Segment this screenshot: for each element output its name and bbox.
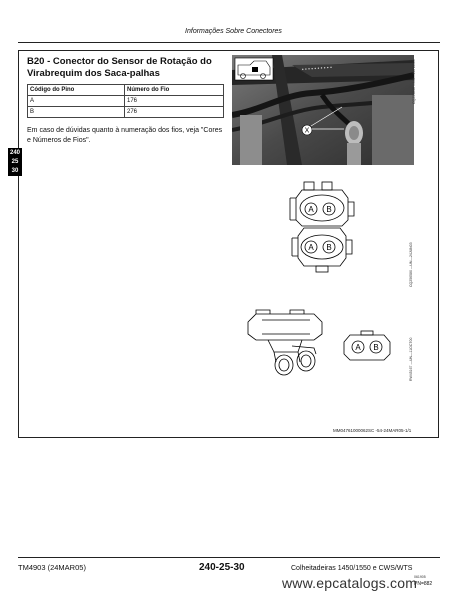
side-tab-line: 30 (11, 168, 19, 174)
header-rule (18, 42, 440, 43)
pin-b-label: B (326, 243, 332, 252)
connector-face-drawing (284, 180, 360, 276)
side-tab (8, 148, 22, 176)
side-tab-line: 240 (9, 150, 20, 156)
page-header: Informações Sobre Conectores (185, 28, 282, 35)
table-cell: 176 (125, 96, 224, 107)
footer-reference: MM04761000062SC -54-24MAR05-1/1 (333, 428, 412, 433)
footer-pn: PN=882 (414, 581, 433, 587)
table-cell: 276 (125, 107, 224, 118)
table-header-row (28, 85, 224, 96)
footer-date: 061905 (414, 575, 426, 579)
pin-b-label: B (373, 343, 379, 352)
pin-table (27, 84, 224, 118)
connector-side-drawing (244, 308, 336, 378)
manual-number: TM4903 (24MAR05) (18, 563, 86, 572)
section-title: B20 - Conector do Sensor de Rotação do Virabrequim dos Saca-palhas (27, 56, 212, 79)
figure-code: CQ256580 —UN—24JUN03 (409, 242, 413, 287)
machine-model: Colheitadeiras 1450/1550 e CWS/WTS (291, 565, 413, 572)
watermark: www.epcatalogs.com (282, 575, 418, 591)
photo-hose-marking: • • • • • • • • • • (301, 64, 333, 73)
connector-photo-image (232, 55, 414, 165)
table-row (28, 96, 224, 107)
pin-a-label: A (355, 343, 361, 352)
table-header-cell: Código do Pino (28, 85, 125, 96)
photo-caption: CQ251846 —UN—28FEB03 (412, 59, 416, 104)
table-header-cell: Número do Fio (125, 85, 224, 96)
pin-b-label: B (326, 205, 332, 214)
pin-a-label: A (308, 243, 314, 252)
footer-rule (18, 557, 440, 558)
figure-code: RW45167 —UN—11OCT00 (409, 337, 413, 381)
connector-photo (232, 55, 414, 165)
table-row (28, 107, 224, 118)
side-tab-line: 25 (11, 159, 19, 165)
section-note: Em caso de dúvidas quanto à numeração dos fios, veja "Cores e Números de Fios". (27, 127, 223, 144)
pin-a-label: A (308, 205, 314, 214)
table-cell: A (28, 96, 125, 107)
page-number: 240-25-30 (199, 562, 245, 573)
connector-small-face-drawing (342, 330, 392, 364)
photo-callout: X (304, 127, 310, 135)
table-cell: B (28, 107, 125, 118)
